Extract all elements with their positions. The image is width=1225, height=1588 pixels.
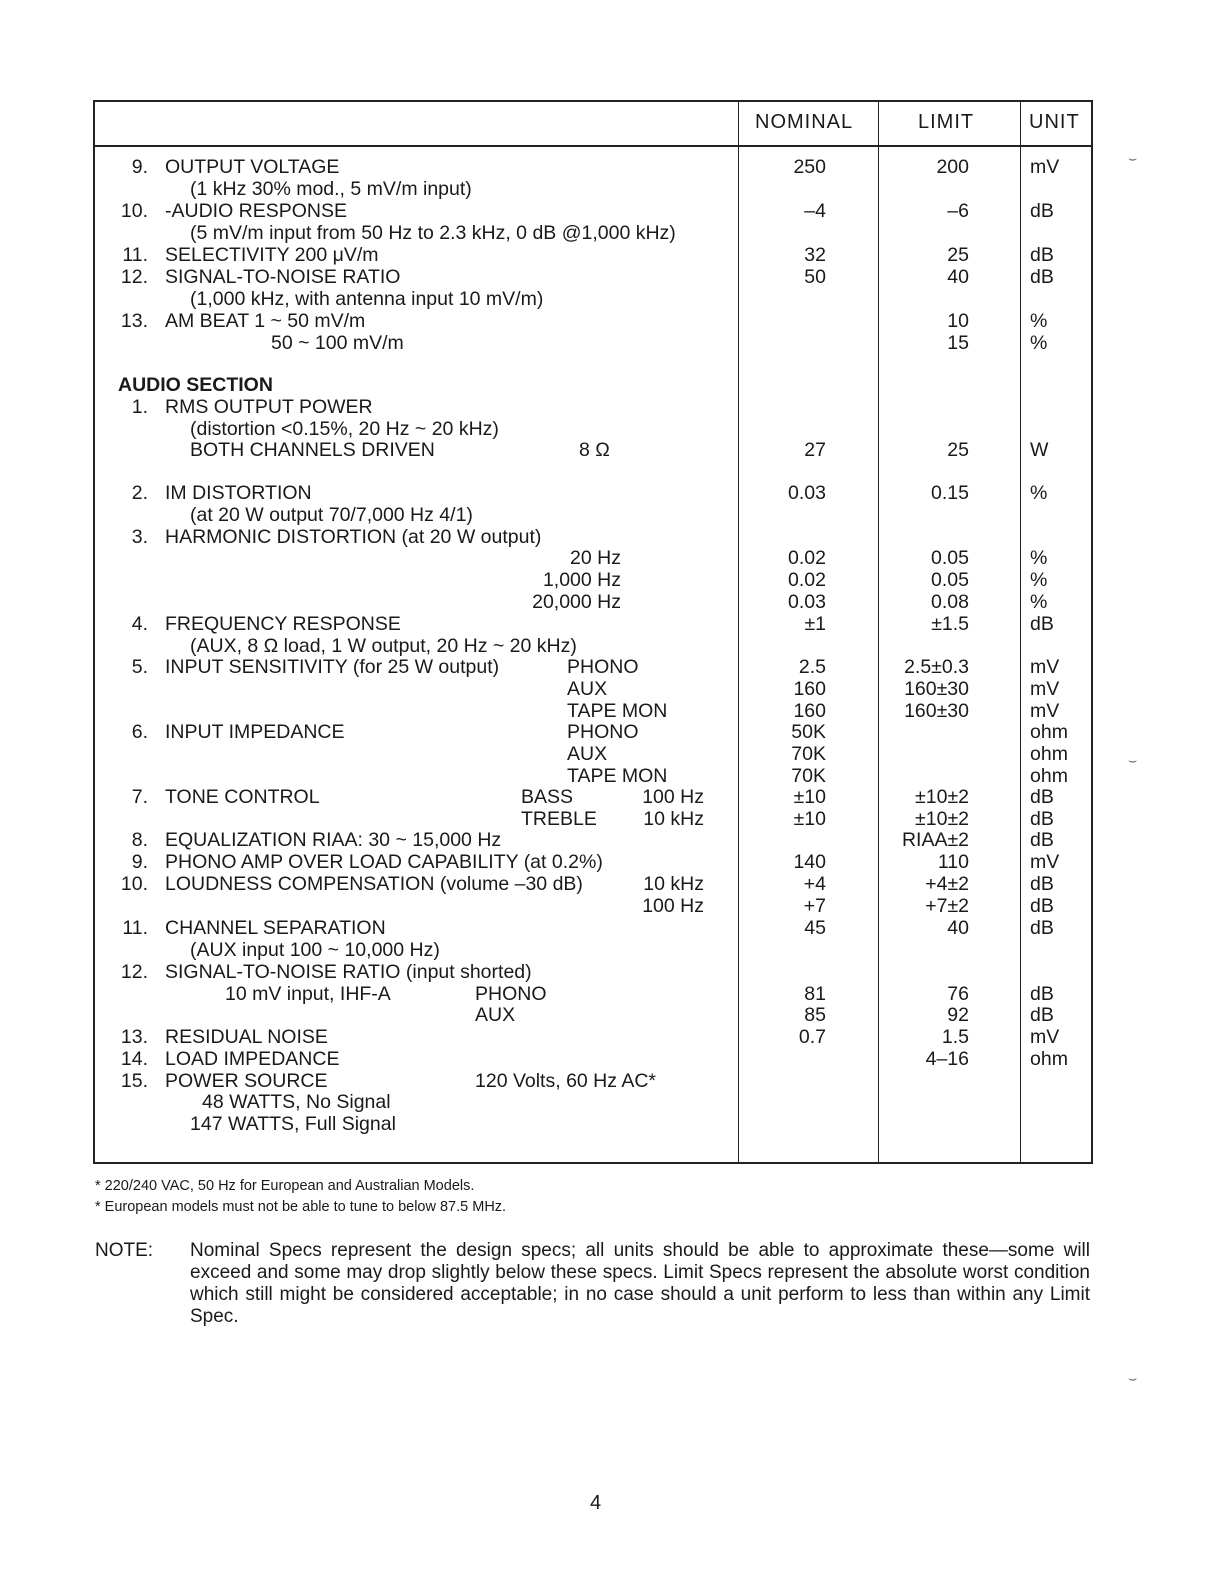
nominal-value: ±10 bbox=[793, 786, 826, 808]
footnote: * European models must not be able to tune to below 87.5 MHz. bbox=[95, 1199, 507, 1215]
item-number: 5. bbox=[131, 656, 148, 678]
nominal-value: 2.5 bbox=[798, 656, 826, 678]
unit-value: W bbox=[1030, 439, 1049, 461]
unit-value: dB bbox=[1030, 1004, 1054, 1026]
condition-label: BASS bbox=[521, 786, 574, 808]
condition-label: AUX bbox=[475, 1004, 516, 1026]
limit-value: ±10±2 bbox=[915, 808, 969, 830]
nominal-value: 0.03 bbox=[788, 482, 826, 504]
limit-value: 0.08 bbox=[931, 591, 969, 613]
limit-value: 15 bbox=[947, 332, 969, 354]
item-number: 12. bbox=[120, 266, 148, 288]
frequency-label: 100 Hz bbox=[642, 786, 704, 808]
unit-value: mV bbox=[1030, 700, 1060, 722]
item-label: SIGNAL-TO-NOISE RATIO bbox=[165, 266, 401, 288]
footnote: * 220/240 VAC, 50 Hz for European and Australian Models. bbox=[95, 1178, 475, 1194]
limit-value: 2.5±0.3 bbox=[904, 656, 969, 678]
condition-label: 120 Volts, 60 Hz AC* bbox=[475, 1070, 657, 1092]
nominal-value: ±10 bbox=[793, 808, 826, 830]
item-number: 1. bbox=[131, 396, 148, 418]
header-nominal: NOMINAL bbox=[755, 111, 854, 133]
item-number: 10. bbox=[120, 200, 148, 222]
unit-value: % bbox=[1030, 332, 1048, 354]
hole-mark: ⌣ bbox=[1128, 1370, 1138, 1386]
hole-mark: ⌣ bbox=[1128, 752, 1138, 768]
condition-label: TAPE MON bbox=[567, 700, 668, 722]
frequency-label: 20,000 Hz bbox=[532, 591, 621, 613]
unit-value: dB bbox=[1030, 983, 1054, 1005]
item-number: 11. bbox=[122, 244, 148, 266]
item-number: 9. bbox=[131, 851, 148, 873]
item-label: LOUDNESS COMPENSATION (volume –30 dB) bbox=[165, 873, 583, 895]
nominal-value: 160 bbox=[793, 700, 826, 722]
item-label: HARMONIC DISTORTION (at 20 W output) bbox=[165, 526, 542, 548]
limit-value: 40 bbox=[947, 917, 969, 939]
limit-value: 160±30 bbox=[904, 678, 969, 700]
condition-label: TAPE MON bbox=[567, 765, 668, 787]
item-number: 11. bbox=[122, 917, 148, 939]
unit-value: dB bbox=[1030, 829, 1054, 851]
item-number: 10. bbox=[120, 873, 148, 895]
frequency-label: 10 kHz bbox=[643, 873, 704, 895]
sub-text: 10 mV input, IHF-A bbox=[225, 983, 391, 1005]
limit-value: 0.05 bbox=[931, 569, 969, 591]
limit-value: 40 bbox=[947, 266, 969, 288]
limit-value: 160±30 bbox=[904, 700, 969, 722]
item-number: 15. bbox=[120, 1070, 148, 1092]
nominal-value: 70K bbox=[791, 743, 826, 765]
item-label: SELECTIVITY 200 μV/m bbox=[165, 244, 379, 266]
page-number: 4 bbox=[590, 1492, 602, 1514]
sub-text: (5 mV/m input from 50 Hz to 2.3 kHz, 0 dB @1,000 kHz) bbox=[190, 222, 676, 244]
limit-value: 0.15 bbox=[931, 482, 969, 504]
nominal-value: 81 bbox=[804, 983, 826, 1005]
nominal-value: 0.02 bbox=[788, 547, 826, 569]
limit-value: 200 bbox=[936, 156, 969, 178]
nominal-value: 45 bbox=[804, 917, 826, 939]
item-number: 8. bbox=[131, 829, 148, 851]
nominal-value: 50 bbox=[804, 266, 826, 288]
item-label: SIGNAL-TO-NOISE RATIO (input shorted) bbox=[165, 961, 532, 983]
limit-value: 92 bbox=[947, 1004, 969, 1026]
item-number: 2. bbox=[131, 482, 148, 504]
nominal-value: ±1 bbox=[804, 613, 826, 635]
sub-text: (AUX input 100 ~ 10,000 Hz) bbox=[190, 939, 440, 961]
nominal-value: 50K bbox=[791, 721, 826, 743]
item-number: 6. bbox=[131, 721, 148, 743]
unit-value: dB bbox=[1030, 266, 1054, 288]
note-text: Nominal Specs represent the design specs; all units should be able to approximate these—some will exceed and some may drop slightly below these specs. Limit Specs represent the absolute worst condition which still might be considered acceptable; in no case should a unit perform to less than within any Limit Spec. bbox=[190, 1240, 1090, 1327]
item-number: 14. bbox=[120, 1048, 148, 1070]
limit-value: –6 bbox=[947, 200, 969, 222]
nominal-value: 0.02 bbox=[788, 569, 826, 591]
unit-value: % bbox=[1030, 591, 1048, 613]
sub-text: BOTH CHANNELS DRIVEN bbox=[190, 439, 435, 461]
frequency-label: 20 Hz bbox=[570, 547, 621, 569]
item-number: 9. bbox=[131, 156, 148, 178]
hole-mark: ⌣ bbox=[1128, 150, 1138, 166]
nominal-value: –4 bbox=[804, 200, 826, 222]
nominal-value: 70K bbox=[791, 765, 826, 787]
sub-text: (1,000 kHz, with antenna input 10 mV/m) bbox=[190, 288, 544, 310]
unit-value: % bbox=[1030, 547, 1048, 569]
item-label: OUTPUT VOLTAGE bbox=[165, 156, 340, 178]
condition-label: PHONO bbox=[567, 656, 639, 678]
item-label: IM DISTORTION bbox=[165, 482, 312, 504]
item-number: 13. bbox=[120, 1026, 148, 1048]
unit-value: % bbox=[1030, 310, 1048, 332]
item-label: POWER SOURCE bbox=[165, 1070, 328, 1092]
sub-text: (AUX, 8 Ω load, 1 W output, 20 Hz ~ 20 kHz) bbox=[190, 635, 577, 657]
unit-value: ohm bbox=[1030, 1048, 1068, 1070]
item-label: -AUDIO RESPONSE bbox=[165, 200, 348, 222]
column-divider bbox=[738, 102, 739, 1162]
nominal-value: +4 bbox=[803, 873, 826, 895]
header-limit: LIMIT bbox=[918, 111, 975, 133]
item-label: LOAD IMPEDANCE bbox=[165, 1048, 340, 1070]
unit-value: ohm bbox=[1030, 721, 1068, 743]
nominal-value: 140 bbox=[793, 851, 826, 873]
spec-table bbox=[93, 100, 1093, 1164]
item-label: FREQUENCY RESPONSE bbox=[165, 613, 401, 635]
sub-text: (1 kHz 30% mod., 5 mV/m input) bbox=[190, 178, 472, 200]
limit-value: ±1.5 bbox=[931, 613, 969, 635]
nominal-value: 85 bbox=[804, 1004, 826, 1026]
item-number: 13. bbox=[120, 310, 148, 332]
unit-value: dB bbox=[1030, 200, 1054, 222]
nominal-value: 0.7 bbox=[798, 1026, 826, 1048]
nominal-value: 160 bbox=[793, 678, 826, 700]
sub-text: 48 WATTS, No Signal bbox=[202, 1091, 391, 1113]
limit-value: 0.05 bbox=[931, 547, 969, 569]
limit-value: 25 bbox=[947, 439, 969, 461]
condition-label: PHONO bbox=[567, 721, 639, 743]
item-label: RMS OUTPUT POWER bbox=[165, 396, 373, 418]
section-heading: AUDIO SECTION bbox=[118, 374, 273, 396]
condition-label: AUX bbox=[567, 678, 608, 700]
unit-value: ohm bbox=[1030, 765, 1068, 787]
unit-value: dB bbox=[1030, 895, 1054, 917]
condition-label: 8 Ω bbox=[579, 439, 610, 461]
unit-value: dB bbox=[1030, 917, 1054, 939]
nominal-value: 0.03 bbox=[788, 591, 826, 613]
item-label: TONE CONTROL bbox=[165, 786, 320, 808]
column-divider bbox=[878, 102, 879, 1162]
limit-value: 1.5 bbox=[941, 1026, 969, 1048]
unit-value: mV bbox=[1030, 851, 1060, 873]
item-label: CHANNEL SEPARATION bbox=[165, 917, 386, 939]
condition-label: AUX bbox=[567, 743, 608, 765]
unit-value: ohm bbox=[1030, 743, 1068, 765]
header-unit: UNIT bbox=[1029, 111, 1080, 133]
item-number: 12. bbox=[120, 961, 148, 983]
item-number: 4. bbox=[131, 613, 148, 635]
nominal-value: +7 bbox=[803, 895, 826, 917]
unit-value: % bbox=[1030, 482, 1048, 504]
frequency-label: 10 kHz bbox=[643, 808, 704, 830]
item-label: RESIDUAL NOISE bbox=[165, 1026, 328, 1048]
limit-value: +4±2 bbox=[925, 873, 969, 895]
unit-value: mV bbox=[1030, 1026, 1060, 1048]
frequency-label: 100 Hz bbox=[642, 895, 704, 917]
nominal-value: 32 bbox=[804, 244, 826, 266]
item-number: 7. bbox=[131, 786, 148, 808]
limit-value: 76 bbox=[947, 983, 969, 1005]
limit-value: +7±2 bbox=[925, 895, 969, 917]
limit-value: 110 bbox=[937, 851, 969, 873]
sub-text: 147 WATTS, Full Signal bbox=[190, 1113, 396, 1135]
unit-value: dB bbox=[1030, 808, 1054, 830]
nominal-value: 27 bbox=[804, 439, 826, 461]
item-label: EQUALIZATION RIAA: 30 ~ 15,000 Hz bbox=[165, 829, 502, 851]
condition-label: PHONO bbox=[475, 983, 547, 1005]
sub-text: (distortion <0.15%, 20 Hz ~ 20 kHz) bbox=[190, 418, 499, 440]
unit-value: % bbox=[1030, 569, 1048, 591]
item-label: PHONO AMP OVER LOAD CAPABILITY (at 0.2%) bbox=[165, 851, 603, 873]
unit-value: dB bbox=[1030, 873, 1054, 895]
nominal-value: 250 bbox=[793, 156, 826, 178]
header-divider bbox=[95, 145, 1091, 147]
unit-value: mV bbox=[1030, 678, 1060, 700]
unit-value: dB bbox=[1030, 613, 1054, 635]
unit-value: mV bbox=[1030, 156, 1060, 178]
unit-value: dB bbox=[1030, 786, 1054, 808]
item-label: INPUT SENSITIVITY (for 25 W output) bbox=[165, 656, 500, 678]
sub-text: 50 ~ 100 mV/m bbox=[271, 332, 404, 354]
unit-value: mV bbox=[1030, 656, 1060, 678]
sub-text: (at 20 W output 70/7,000 Hz 4/1) bbox=[190, 504, 473, 526]
item-label: INPUT IMPEDANCE bbox=[165, 721, 345, 743]
condition-label: TREBLE bbox=[521, 808, 597, 830]
item-number: 3. bbox=[131, 526, 148, 548]
limit-value: 25 bbox=[947, 244, 969, 266]
limit-value: RIAA±2 bbox=[901, 829, 969, 851]
limit-value: 10 bbox=[947, 310, 969, 332]
column-divider bbox=[1020, 102, 1021, 1162]
item-label: AM BEAT 1 ~ 50 mV/m bbox=[165, 310, 366, 332]
limit-value: 4–16 bbox=[925, 1048, 969, 1070]
note-label: NOTE: bbox=[95, 1240, 154, 1261]
frequency-label: 1,000 Hz bbox=[542, 569, 621, 591]
limit-value: ±10±2 bbox=[915, 786, 969, 808]
unit-value: dB bbox=[1030, 244, 1054, 266]
